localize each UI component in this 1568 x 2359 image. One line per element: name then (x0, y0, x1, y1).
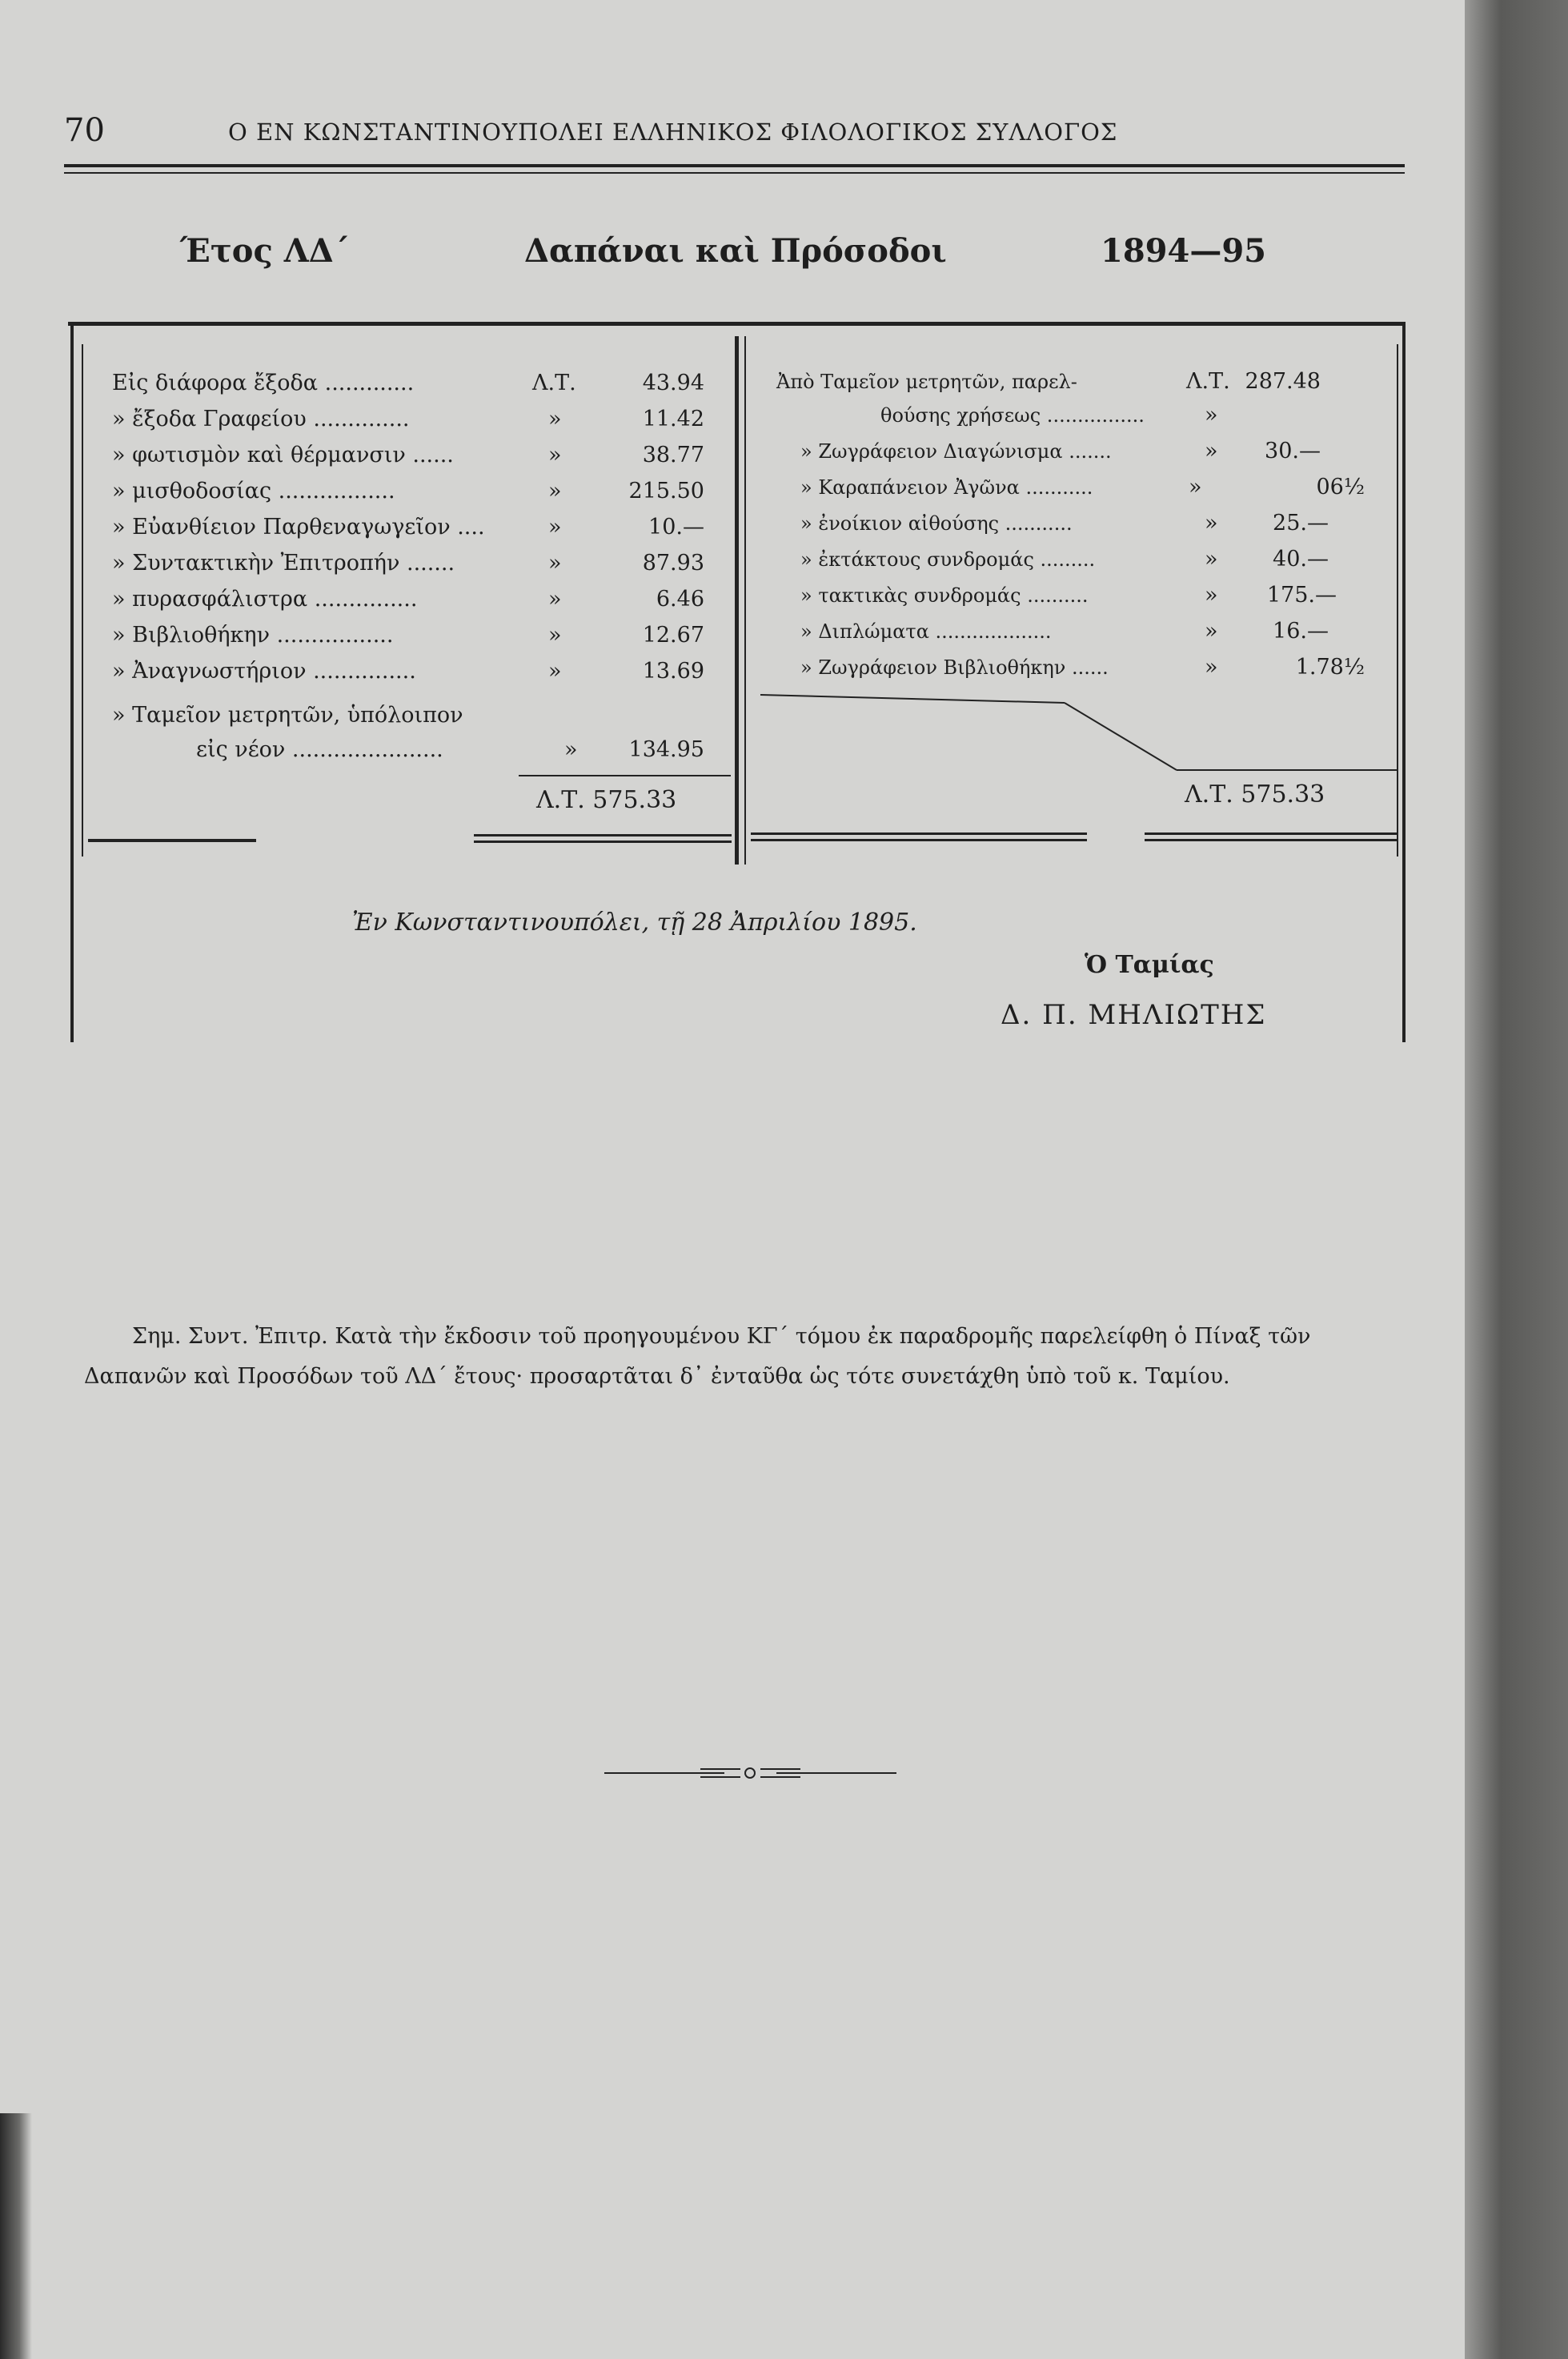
expense-label: Εἰς διάφορα ἔξοδα ............. (112, 371, 415, 395)
expense-amount: 13.69 (642, 659, 704, 684)
fiscal-period: 1894—95 (1101, 232, 1266, 270)
year-label: Έτος ΛΔ΄ (180, 232, 350, 270)
table-right-border (1402, 322, 1406, 1042)
income-label: » ἐνοίκιον αἰθούσης ........... (800, 512, 1073, 535)
income-mark: » (1189, 475, 1202, 499)
income-bottom-rule-right (1145, 832, 1397, 835)
income-label: » Διπλώματα ................... (800, 620, 1052, 643)
income-label: » τακτικὰς συνδρομάς .......... (800, 584, 1089, 607)
expense-amount: 38.77 (642, 443, 704, 467)
inner-right-border (1397, 344, 1398, 857)
income-amount: 06½ (1316, 475, 1365, 499)
income-bottom-rule-right-2 (1145, 839, 1397, 841)
expense-amount: 11.42 (642, 407, 704, 431)
expense-mark: » (564, 737, 578, 762)
income-mark: » (1205, 511, 1218, 536)
income-amount: 30.— (1265, 439, 1321, 463)
page-edge-shadow (0, 2113, 32, 2359)
income-amount: 1.78½ (1295, 655, 1365, 680)
expense-amount: 12.67 (642, 623, 704, 648)
expense-label: » μισθοδοσίας ................. (112, 479, 395, 503)
expense-label: εἰς νέον ...................... (196, 737, 443, 762)
book-binding-shadow (1465, 0, 1568, 2359)
inner-left-border (82, 344, 83, 857)
ornament-divider (604, 1761, 896, 1785)
expense-amount: 6.46 (656, 587, 704, 612)
expense-label: » πυρασφάλιστρα ............... (112, 587, 418, 612)
income-label: » Καραπάνειον Ἀγῶνα ........... (800, 476, 1093, 499)
column-divider (735, 336, 739, 865)
expense-label: » ἔξοδα Γραφείου .............. (112, 407, 410, 431)
income-amount: 16.— (1273, 619, 1329, 644)
expense-mark: » (548, 515, 562, 540)
expense-bottom-rule-left (88, 839, 256, 842)
expense-amount: 10.— (648, 515, 704, 540)
place-and-date: Ἐν Κωνσταντινουπόλει, τῇ 28 Ἀπριλίου 1895. (352, 909, 917, 937)
income-label: » Ζωγράφειον Βιβλιοθήκην ...... (800, 656, 1109, 679)
income-amount: 40.— (1273, 547, 1329, 572)
income-mark: » (1205, 439, 1218, 463)
expense-bottom-rule-right (474, 834, 732, 836)
note-line: Σημ. Συντ. Ἐπιτρ. Κατὰ τὴν ἔκδοσιν τοῦ προηγουμένου ΚΓ΄ τόμου ἐκ παραδρομῆς παρελείφθη ὁ Πίναξ τῶν (132, 1324, 1311, 1349)
expense-mark: Λ.Τ. (532, 371, 576, 395)
income-mark: » (1205, 547, 1218, 572)
expense-label: » Ταμεῖον μετρητῶν, ὑπόλοιπον (112, 703, 463, 728)
expense-bottom-rule-right-2 (474, 840, 732, 843)
expense-amount: 134.95 (628, 737, 704, 762)
running-header (64, 112, 1249, 160)
page-number: 70 (64, 112, 105, 149)
expense-mark: » (548, 551, 562, 576)
journal-title: Ο ΕΝ ΚΩΝΣΤΑΝΤΙΝΟΥΠΟΛΕΙ ΕΛΛΗΝΙΚΟΣ ΦΙΛΟΛΟΓΙΚΟΣ ΣΥΛΛΟΓΟΣ (228, 118, 1118, 146)
column-divider-inner (744, 336, 746, 865)
income-bottom-rule-left-2 (751, 839, 1087, 841)
expense-label: » φωτισμὸν καὶ θέρμανσιν ...... (112, 443, 454, 467)
income-mark: » (1205, 403, 1218, 427)
income-label: » Ζωγράφειον Διαγώνισμα ....... (800, 440, 1112, 463)
expense-mark: » (548, 587, 562, 612)
income-label: » ἐκτάκτους συνδρομάς ......... (800, 548, 1096, 571)
expense-mark: » (548, 479, 562, 503)
editorial-note (84, 1317, 1429, 1397)
income-mark: » (1205, 655, 1218, 680)
expense-amount: 43.94 (642, 371, 704, 395)
income-amount: 25.— (1273, 511, 1329, 536)
expense-amount: 215.50 (628, 479, 704, 503)
income-mark: » (1205, 619, 1218, 644)
expense-amount: 87.93 (642, 551, 704, 576)
income-amount: 287.48 (1245, 369, 1321, 394)
table-left-border (70, 322, 74, 1042)
expense-mark: » (548, 443, 562, 467)
expense-mark: » (548, 659, 562, 684)
expense-mark: » (548, 623, 562, 648)
expense-total-rule (519, 775, 731, 776)
income-mark: Λ.Τ. (1186, 369, 1230, 394)
note-line: Δαπανῶν καὶ Προσόδων τοῦ ΛΔ΄ ἔτους· προσαρτᾶται δ᾽ ἐνταῦθα ὡς τότε συνετάχθη ὑπὸ τοῦ κ. Ταμίου. (84, 1364, 1230, 1389)
expense-label: » Ἀναγνωστήριον ............... (112, 659, 416, 684)
expense-total: Λ.Τ. 575.33 (536, 786, 677, 814)
table-top-rule (68, 322, 1405, 326)
expense-label: » Συντακτικὴν Ἐπιτροπήν ....... (112, 551, 455, 576)
treasurer-role: Ὁ Ταμίας (1085, 951, 1214, 979)
table-heading: Δαπάναι καὶ Πρόσοδοι (524, 232, 947, 270)
header-rule-thick (64, 164, 1405, 167)
expense-mark: » (548, 407, 562, 431)
income-amount: 175.— (1266, 583, 1337, 608)
treasurer-signature: Δ. Π. ΜΗΛΙΩΤΗΣ (1001, 999, 1267, 1031)
cancel-stroke (760, 688, 1401, 776)
income-bottom-rule-left (751, 832, 1087, 835)
expense-label: » Βιβλιοθήκην ................. (112, 623, 394, 648)
income-mark: » (1205, 583, 1218, 608)
expense-label: » Εὐανθίειον Παρθεναγωγεῖον .... (112, 515, 485, 540)
income-label: Ἀπὸ Ταμεῖον μετρητῶν, παρελ- (776, 371, 1077, 393)
header-rule-thin (64, 172, 1405, 174)
income-label: θούσης χρήσεως ................ (880, 404, 1145, 427)
income-total: Λ.Τ. 575.33 (1185, 780, 1325, 808)
